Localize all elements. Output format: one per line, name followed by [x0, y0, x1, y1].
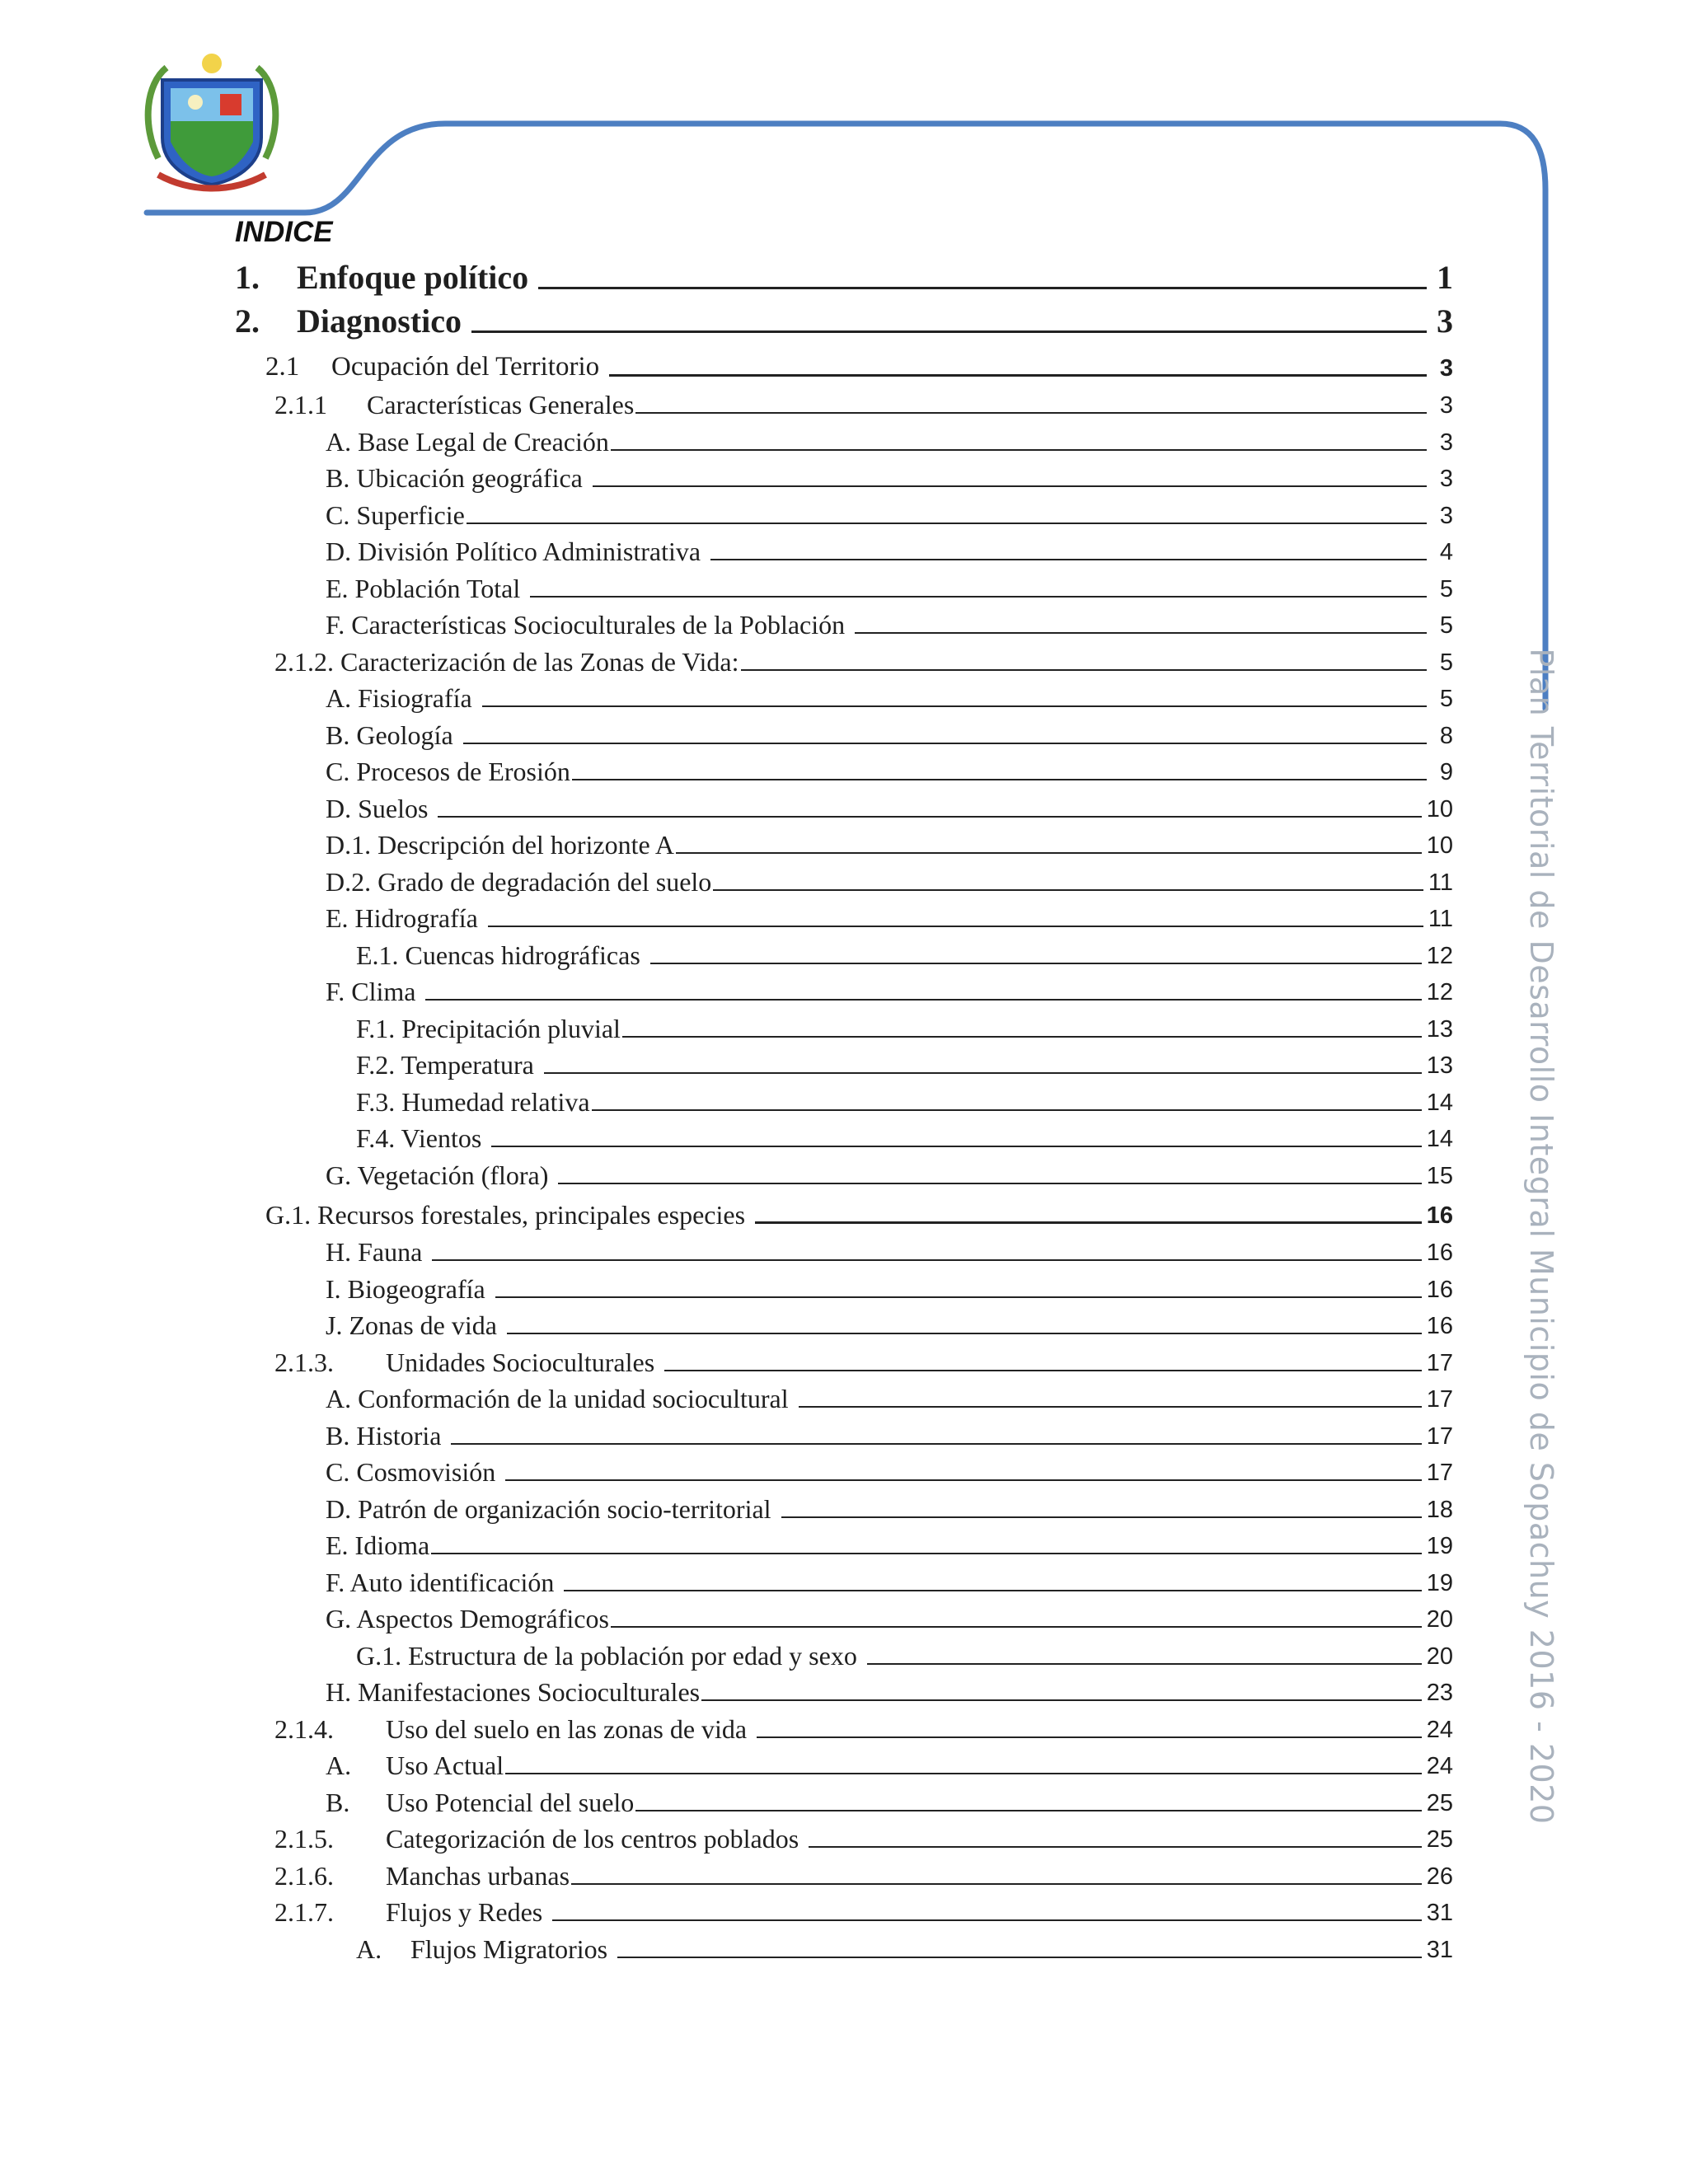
- toc-page-number: 4: [1439, 539, 1453, 565]
- dot-leader: [622, 1036, 1422, 1038]
- toc-page-number: 13: [1426, 1052, 1453, 1079]
- toc-label: Uso del suelo en las zonas de vida: [386, 1714, 748, 1744]
- toc-label: F.2. Temperatura: [356, 1050, 534, 1080]
- toc-page-number: 15: [1426, 1163, 1453, 1189]
- toc-entry[interactable]: [326, 1449, 1453, 1485]
- toc-label: Uso Potencial del suelo: [386, 1788, 635, 1817]
- toc-entry[interactable]: [326, 1376, 1453, 1412]
- toc-entry[interactable]: [326, 1152, 1453, 1188]
- toc-page-number: 16: [1426, 1313, 1453, 1339]
- toc-label: G.1. Estructura de la población por edad y sexo: [356, 1641, 857, 1671]
- toc-entry[interactable]: [326, 895, 1453, 931]
- dot-leader: [505, 1773, 1422, 1774]
- dot-leader: [611, 449, 1427, 451]
- dot-leader: [467, 523, 1427, 524]
- toc-label: F. Clima: [326, 977, 416, 1006]
- toc-entry[interactable]: [326, 1413, 1453, 1449]
- toc-number: 2.1.6.: [274, 1861, 334, 1891]
- toc-number: A.: [326, 1750, 352, 1780]
- toc-label: A. Fisiografía: [326, 683, 472, 713]
- toc-label: D. Patrón de organización socio-territorial: [326, 1494, 771, 1524]
- toc-entry[interactable]: [356, 1926, 1453, 1962]
- toc-entry[interactable]: [326, 1742, 1453, 1779]
- toc-entry[interactable]: [356, 1079, 1453, 1115]
- toc-label: Enfoque político: [297, 259, 529, 296]
- dot-leader: [713, 889, 1423, 891]
- vertical-footer-title: Plan Territorial de Desarrollo Integral Municipio de Sopachuy 2016 - 2020: [1523, 648, 1559, 1825]
- toc-page-number: 16: [1426, 1277, 1453, 1303]
- dot-leader: [650, 963, 1422, 964]
- toc-number: 2.1: [265, 352, 300, 382]
- dot-leader: [431, 1553, 1422, 1554]
- toc-entry[interactable]: [274, 1339, 1453, 1376]
- page-title: INDICE: [235, 216, 333, 248]
- toc-label: F.1. Precipitación pluvial: [356, 1014, 621, 1043]
- toc-entry[interactable]: [356, 1005, 1453, 1042]
- toc-label: 2.1.2. Caracterización de las Zonas de Vida:: [274, 647, 739, 677]
- toc-entry[interactable]: [326, 785, 1453, 822]
- dot-leader: [488, 926, 1423, 927]
- dot-leader: [867, 1663, 1422, 1665]
- toc-page-number: 11: [1428, 869, 1453, 896]
- dot-leader: [609, 374, 1427, 377]
- dot-leader: [544, 1072, 1422, 1074]
- toc-label: Unidades Socioculturales: [386, 1347, 655, 1377]
- dot-leader: [572, 779, 1427, 780]
- toc-page-number: 5: [1439, 686, 1453, 712]
- toc-page-number: 31: [1426, 1937, 1453, 1963]
- toc-page-number: 31: [1426, 1900, 1453, 1926]
- toc-label: D.1. Descripción del horizonte A: [326, 830, 674, 860]
- toc-label: E. Hidrografía: [326, 903, 478, 933]
- toc-page-number: 19: [1426, 1570, 1453, 1596]
- toc-entry[interactable]: [326, 748, 1453, 785]
- dot-leader: [425, 999, 1421, 1001]
- toc-entry[interactable]: [356, 932, 1453, 968]
- dot-leader: [799, 1406, 1422, 1408]
- toc-page-number: 17: [1426, 1423, 1453, 1450]
- dot-leader: [635, 412, 1427, 414]
- dot-leader: [507, 1333, 1422, 1334]
- toc-label: H. Manifestaciones Socioculturales: [326, 1677, 701, 1707]
- toc-page-number: 5: [1439, 576, 1453, 602]
- dot-leader: [635, 1810, 1421, 1811]
- toc-page-number: 25: [1426, 1790, 1453, 1816]
- dot-leader: [538, 287, 1427, 289]
- toc-page-number: 3: [1439, 429, 1453, 456]
- toc-entry[interactable]: [326, 968, 1453, 1005]
- toc-number: 1.: [235, 259, 260, 296]
- toc-label: E. Idioma: [326, 1530, 430, 1560]
- toc-number: 2.: [235, 302, 260, 340]
- toc-page-number: 3: [1439, 503, 1453, 529]
- toc-entry[interactable]: [356, 1042, 1453, 1078]
- toc-label: E. Población Total: [326, 574, 521, 603]
- toc-page-number: 20: [1426, 1643, 1453, 1670]
- toc-label: I. Biogeografía: [326, 1274, 485, 1304]
- dot-leader: [491, 1146, 1421, 1147]
- toc-number: B.: [326, 1788, 350, 1817]
- dot-leader: [564, 1590, 1421, 1591]
- toc-entry[interactable]: [274, 639, 1453, 675]
- toc-page-number: 9: [1439, 759, 1453, 785]
- toc-label: D. División Político Administrativa: [326, 537, 701, 566]
- toc-page-number: 10: [1426, 796, 1453, 823]
- toc-label: Características Generales: [367, 390, 635, 419]
- toc-page-number: 8: [1439, 723, 1453, 749]
- toc-page-number: 16: [1426, 1240, 1453, 1266]
- toc-label: Uso Actual: [386, 1750, 504, 1780]
- dot-leader: [741, 669, 1428, 671]
- dot-leader: [482, 705, 1427, 707]
- toc-label: C. Cosmovisión: [326, 1457, 496, 1487]
- toc-page-number: 17: [1426, 1350, 1453, 1376]
- toc-label: Flujos Migratorios: [410, 1934, 608, 1964]
- dot-leader: [463, 743, 1427, 744]
- dot-leader: [757, 1736, 1422, 1738]
- toc-label: G. Aspectos Demográficos: [326, 1604, 609, 1633]
- toc-label: A. Conformación de la unidad sociocultural: [326, 1384, 789, 1413]
- toc-label: A. Base Legal de Creación: [326, 427, 609, 457]
- dot-leader: [451, 1443, 1421, 1445]
- toc-entry[interactable]: [356, 1633, 1453, 1669]
- toc-entry[interactable]: [326, 1229, 1453, 1265]
- toc-page-number: 3: [1439, 466, 1453, 492]
- dot-leader: [558, 1183, 1421, 1184]
- toc-page-number: 5: [1439, 612, 1453, 639]
- toc-label: Ocupación del Territorio: [331, 352, 600, 382]
- toc-entry[interactable]: [326, 712, 1453, 748]
- toc-number: A.: [356, 1934, 382, 1964]
- toc-page-number: 25: [1426, 1826, 1453, 1853]
- toc-entry[interactable]: [326, 492, 1453, 528]
- dot-leader: [701, 1699, 1422, 1701]
- toc-page-number: 1: [1437, 259, 1453, 296]
- dot-leader: [617, 1957, 1422, 1958]
- toc-label: Diagnostico: [297, 302, 462, 340]
- toc-page-number: 12: [1426, 943, 1453, 969]
- toc-page-number: 17: [1426, 1386, 1453, 1413]
- toc-page-number: 13: [1426, 1016, 1453, 1043]
- toc-entry[interactable]: [265, 344, 1453, 381]
- toc-number: 2.1.5.: [274, 1824, 334, 1854]
- toc-entry[interactable]: [326, 1522, 1453, 1558]
- dot-leader: [592, 1109, 1422, 1111]
- toc-page-number: 14: [1426, 1126, 1453, 1152]
- toc-number: 2.1.4.: [274, 1714, 334, 1744]
- dot-leader: [552, 1919, 1422, 1921]
- toc-entry[interactable]: [326, 1486, 1453, 1522]
- toc-entry[interactable]: [326, 565, 1453, 602]
- toc-entry[interactable]: [326, 1596, 1453, 1632]
- dot-leader: [809, 1846, 1422, 1848]
- toc-label: C. Superficie: [326, 500, 465, 530]
- toc-page-number: 24: [1426, 1717, 1453, 1743]
- toc-number: 2.1.7.: [274, 1897, 334, 1927]
- toc-entry[interactable]: [274, 1889, 1453, 1925]
- toc-label: F.3. Humedad relativa: [356, 1087, 590, 1117]
- toc-entry[interactable]: [326, 1559, 1453, 1596]
- toc-page-number: 20: [1426, 1606, 1453, 1633]
- toc-page-number: 11: [1428, 906, 1453, 932]
- dot-leader: [571, 1883, 1422, 1885]
- toc-label: Flujos y Redes: [386, 1897, 543, 1927]
- dot-leader: [505, 1479, 1421, 1481]
- toc-label: H. Fauna: [326, 1237, 423, 1267]
- toc-page-number: 16: [1426, 1202, 1453, 1229]
- dot-leader: [432, 1259, 1421, 1261]
- toc-label: F. Auto identificación: [326, 1568, 555, 1597]
- toc-entry[interactable]: [274, 382, 1453, 418]
- toc-label: D.2. Grado de degradación del suelo: [326, 867, 712, 897]
- toc-label: B. Ubicación geográfica: [326, 463, 583, 493]
- dot-leader: [781, 1516, 1422, 1518]
- toc-page-number: 19: [1426, 1533, 1453, 1559]
- toc-entry[interactable]: [326, 1779, 1453, 1816]
- toc-entry[interactable]: [265, 1192, 1453, 1228]
- toc-entry[interactable]: [326, 822, 1453, 858]
- toc-page-number: 3: [1439, 355, 1453, 382]
- toc-label: F.4. Vientos: [356, 1123, 482, 1153]
- toc-entry[interactable]: [326, 1302, 1453, 1338]
- toc-entry[interactable]: [235, 295, 1453, 338]
- dot-leader: [593, 485, 1427, 487]
- toc-label: Categorización de los centros poblados: [386, 1824, 799, 1854]
- dot-leader: [471, 330, 1427, 333]
- toc-entry[interactable]: [326, 1669, 1453, 1705]
- toc-entry[interactable]: [326, 602, 1453, 638]
- toc-entry[interactable]: [274, 1816, 1453, 1852]
- toc-number: 2.1.3.: [274, 1347, 334, 1377]
- dot-leader: [676, 852, 1422, 854]
- toc-entry[interactable]: [356, 1115, 1453, 1151]
- toc-entry[interactable]: [326, 1266, 1453, 1302]
- dot-leader: [438, 816, 1421, 818]
- dot-leader: [755, 1221, 1422, 1224]
- toc-entry[interactable]: [274, 1853, 1453, 1889]
- coat-of-arms-logo: [142, 51, 282, 195]
- toc-label: G. Vegetación (flora): [326, 1160, 549, 1190]
- dot-leader: [855, 632, 1427, 634]
- toc-page-number: 3: [1437, 302, 1453, 340]
- toc-entry[interactable]: [326, 859, 1453, 895]
- toc-page-number: 23: [1426, 1680, 1453, 1706]
- toc-entry[interactable]: [274, 1706, 1453, 1742]
- toc-page-number: 10: [1426, 832, 1453, 859]
- toc-page-number: 17: [1426, 1460, 1453, 1486]
- toc-entry[interactable]: [326, 455, 1453, 491]
- toc-entry[interactable]: [235, 251, 1453, 294]
- toc-label: J. Zonas de vida: [326, 1310, 497, 1340]
- toc-entry[interactable]: [326, 419, 1453, 455]
- toc-label: B. Historia: [326, 1421, 442, 1451]
- toc-label: Manchas urbanas: [386, 1861, 570, 1891]
- toc-page-number: 18: [1426, 1497, 1453, 1523]
- toc-label: E.1. Cuencas hidrográficas: [356, 940, 640, 970]
- toc-page-number: 14: [1426, 1090, 1453, 1116]
- dot-leader: [710, 559, 1427, 560]
- toc-page-number: 3: [1439, 392, 1453, 419]
- toc-page-number: 12: [1426, 979, 1453, 1005]
- dot-leader: [495, 1296, 1422, 1298]
- toc-entry[interactable]: [326, 675, 1453, 711]
- toc-label: D. Suelos: [326, 794, 429, 823]
- toc-page-number: 24: [1426, 1753, 1453, 1779]
- toc-label: C. Procesos de Erosión: [326, 757, 570, 786]
- toc-label: B. Geología: [326, 720, 453, 750]
- toc-label: G.1. Recursos forestales, principales especies: [265, 1200, 746, 1230]
- dot-leader: [664, 1370, 1422, 1371]
- dot-leader: [530, 596, 1427, 598]
- toc-page-number: 5: [1439, 649, 1453, 676]
- toc-label: F. Características Socioculturales de la Población: [326, 610, 846, 640]
- dot-leader: [611, 1626, 1422, 1628]
- toc-page-number: 26: [1426, 1863, 1453, 1890]
- toc-number: 2.1.1: [274, 390, 327, 419]
- toc-entry[interactable]: [326, 528, 1453, 565]
